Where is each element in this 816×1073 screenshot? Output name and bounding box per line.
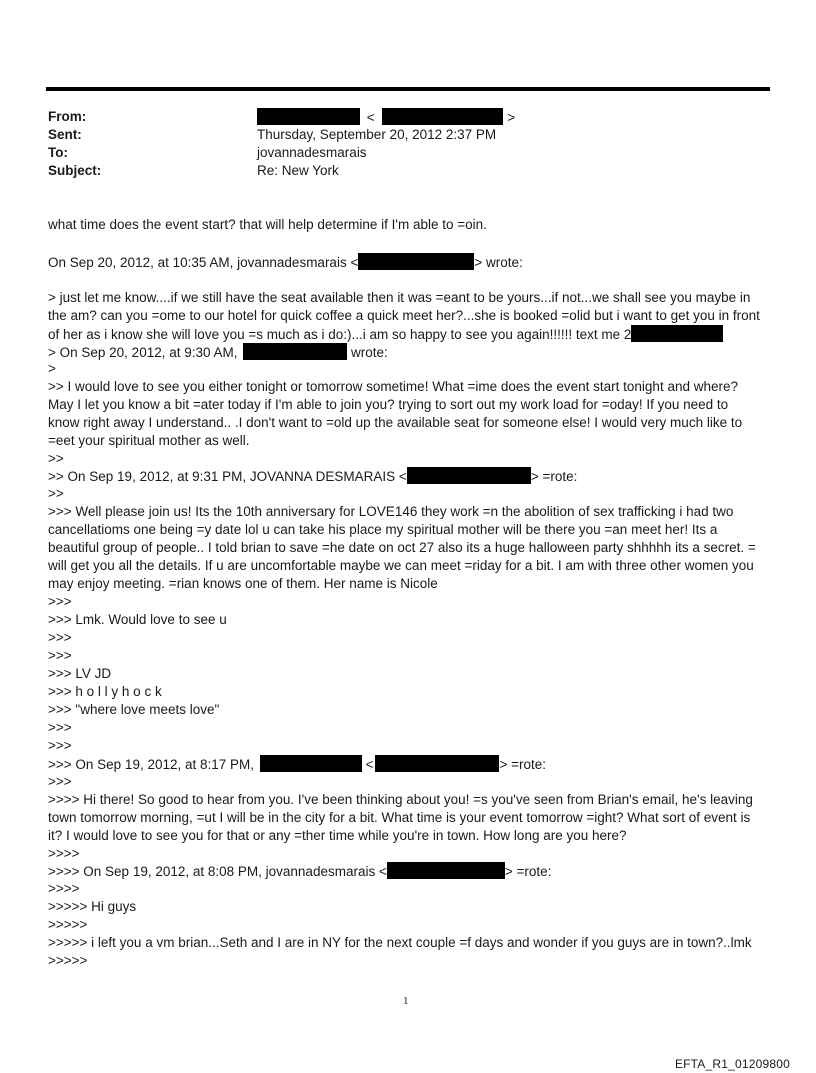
body-line	[48, 325, 723, 344]
body-line: >>>	[48, 774, 72, 789]
bates-number: EFTA_R1_01209800	[674, 1057, 790, 1071]
redaction-block	[358, 253, 474, 270]
redaction-block	[382, 108, 503, 125]
body-text: > =rote:	[499, 757, 546, 772]
from-lt: <	[366, 110, 375, 125]
body-line: >>>	[48, 594, 72, 609]
body-line: >>>	[48, 648, 72, 663]
redaction-block	[260, 755, 362, 772]
body-line: >>> h o l l y h o c k	[48, 684, 162, 699]
body-line: what time does the event start? that will help determine if I'm able to =oin.	[48, 217, 487, 232]
body-text: >> On Sep 19, 2012, at 9:31 PM, JOVANNA DESMARAIS <	[48, 469, 407, 484]
body-line: >>	[48, 451, 64, 466]
body-line: >>>>> i left you a vm brian...Seth and I are in NY for the next couple =f days and wonder if you guys are in town?..lmk	[48, 935, 752, 950]
body-line: >>>>>	[48, 953, 88, 968]
body-text: > On Sep 20, 2012, at 9:30 AM,	[48, 345, 238, 360]
body-text: wrote:	[351, 345, 388, 360]
body-text: > wrote:	[474, 255, 523, 270]
body-line: >>>>>	[48, 917, 88, 932]
body-text: >>> On Sep 19, 2012, at 8:17 PM,	[48, 757, 255, 772]
body-text: > =rote:	[504, 864, 552, 879]
to-label: To:	[48, 145, 68, 160]
body-line: May I let you know a bit =ater today if I'm able to join you? trying to sort out my work load for =oday! If you need to	[48, 397, 729, 412]
body-text: On Sep 20, 2012, at 10:35 AM, jovannadesmarais <	[48, 255, 359, 270]
body-line: know right away I understand.. .I don't want to =old up the available seat for someone else! I would very much like to	[48, 415, 743, 430]
body-text: of her as i know she will love you =s much as i do:)...i am so happy to see you again!!!!!! text me 2	[48, 327, 632, 342]
body-text: <	[365, 757, 374, 772]
to-value: jovannadesmarais	[257, 145, 367, 160]
from-gt: >	[507, 110, 516, 125]
body-line	[48, 755, 546, 774]
from-value	[257, 108, 515, 127]
body-line: cancellatioms one being =y date lol u can take his place my spiritual mother will be there you =an meet her! Its a	[48, 522, 718, 537]
redaction-block	[387, 862, 505, 879]
page-number: 1	[403, 995, 409, 1007]
sent-value: Thursday, September 20, 2012 2:37 PM	[257, 127, 497, 142]
body-line: > just let me know....if we still have the seat available then it was =eant to be yours...if not...we shall see you maybe in	[48, 290, 751, 305]
body-line: >>>>> Hi guys	[48, 899, 137, 914]
body-line: >>>> Hi there! So good to hear from you. I've been thinking about you! =s you've seen from Brian's email, he's leaving	[48, 792, 753, 807]
body-line: =eet your spiritual mother as well.	[48, 433, 250, 448]
body-line: >	[48, 361, 56, 376]
body-line: >>	[48, 486, 64, 501]
body-text: > =rote:	[530, 469, 578, 484]
body-line: >>>>	[48, 881, 80, 896]
body-line: beautiful group of people.. I told brian to save =he date on oct 27 also its a huge halloween party shhhhh its a secret. =	[48, 540, 756, 555]
body-line: the am? can you =ome to our hotel for quick coffee a quick meet her?...she is booked =olid but i want to get you in front	[48, 308, 760, 323]
body-line: >>>	[48, 738, 72, 753]
body-line: >>> Well please join us! Its the 10th anniversary for LOVE146 they work =n the abolition of sex trafficking i had two	[48, 504, 734, 519]
body-text: >>>> On Sep 19, 2012, at 8:08 PM, jovannadesmarais <	[48, 864, 387, 879]
body-line: >>>	[48, 720, 72, 735]
subject-label: Subject:	[48, 163, 102, 178]
redaction-block	[407, 467, 531, 484]
body-line	[48, 253, 523, 272]
header-rule	[46, 87, 770, 91]
body-line: may enjoy meeting. =rian knows one of them. Her name is Nicole	[48, 576, 438, 591]
from-label: From:	[48, 109, 87, 124]
redaction-block	[243, 343, 347, 360]
body-line: >> I would love to see you either tonight or tomorrow sometime! What =ime does the event start tonight and where?	[48, 379, 738, 394]
subject-value: Re: New York	[257, 163, 339, 178]
redaction-block	[631, 325, 723, 342]
body-line: it? I would love to see you for that or any =ther time while you're in town. How long are you here?	[48, 828, 627, 843]
body-line: town tomorrow morning, =ut I will be in the city for a bit. What time is your event tomorrow =ight? What sort of event is	[48, 810, 751, 825]
body-line: >>>>	[48, 846, 80, 861]
body-line: >>> LV JD	[48, 666, 112, 681]
redaction-block	[257, 108, 360, 125]
body-line	[48, 862, 551, 881]
sent-label: Sent:	[48, 127, 82, 142]
body-line: >>> Lmk. Would love to see u	[48, 612, 227, 627]
body-line	[48, 467, 577, 486]
body-line: >>> "where love meets love"	[48, 702, 220, 717]
redaction-block	[375, 755, 499, 772]
body-line: will get you all the details. If u are uncomfortable maybe we can meet =riday for a bit. I am with three other women you	[48, 558, 754, 573]
body-line	[48, 343, 388, 362]
body-line: >>>	[48, 630, 72, 645]
